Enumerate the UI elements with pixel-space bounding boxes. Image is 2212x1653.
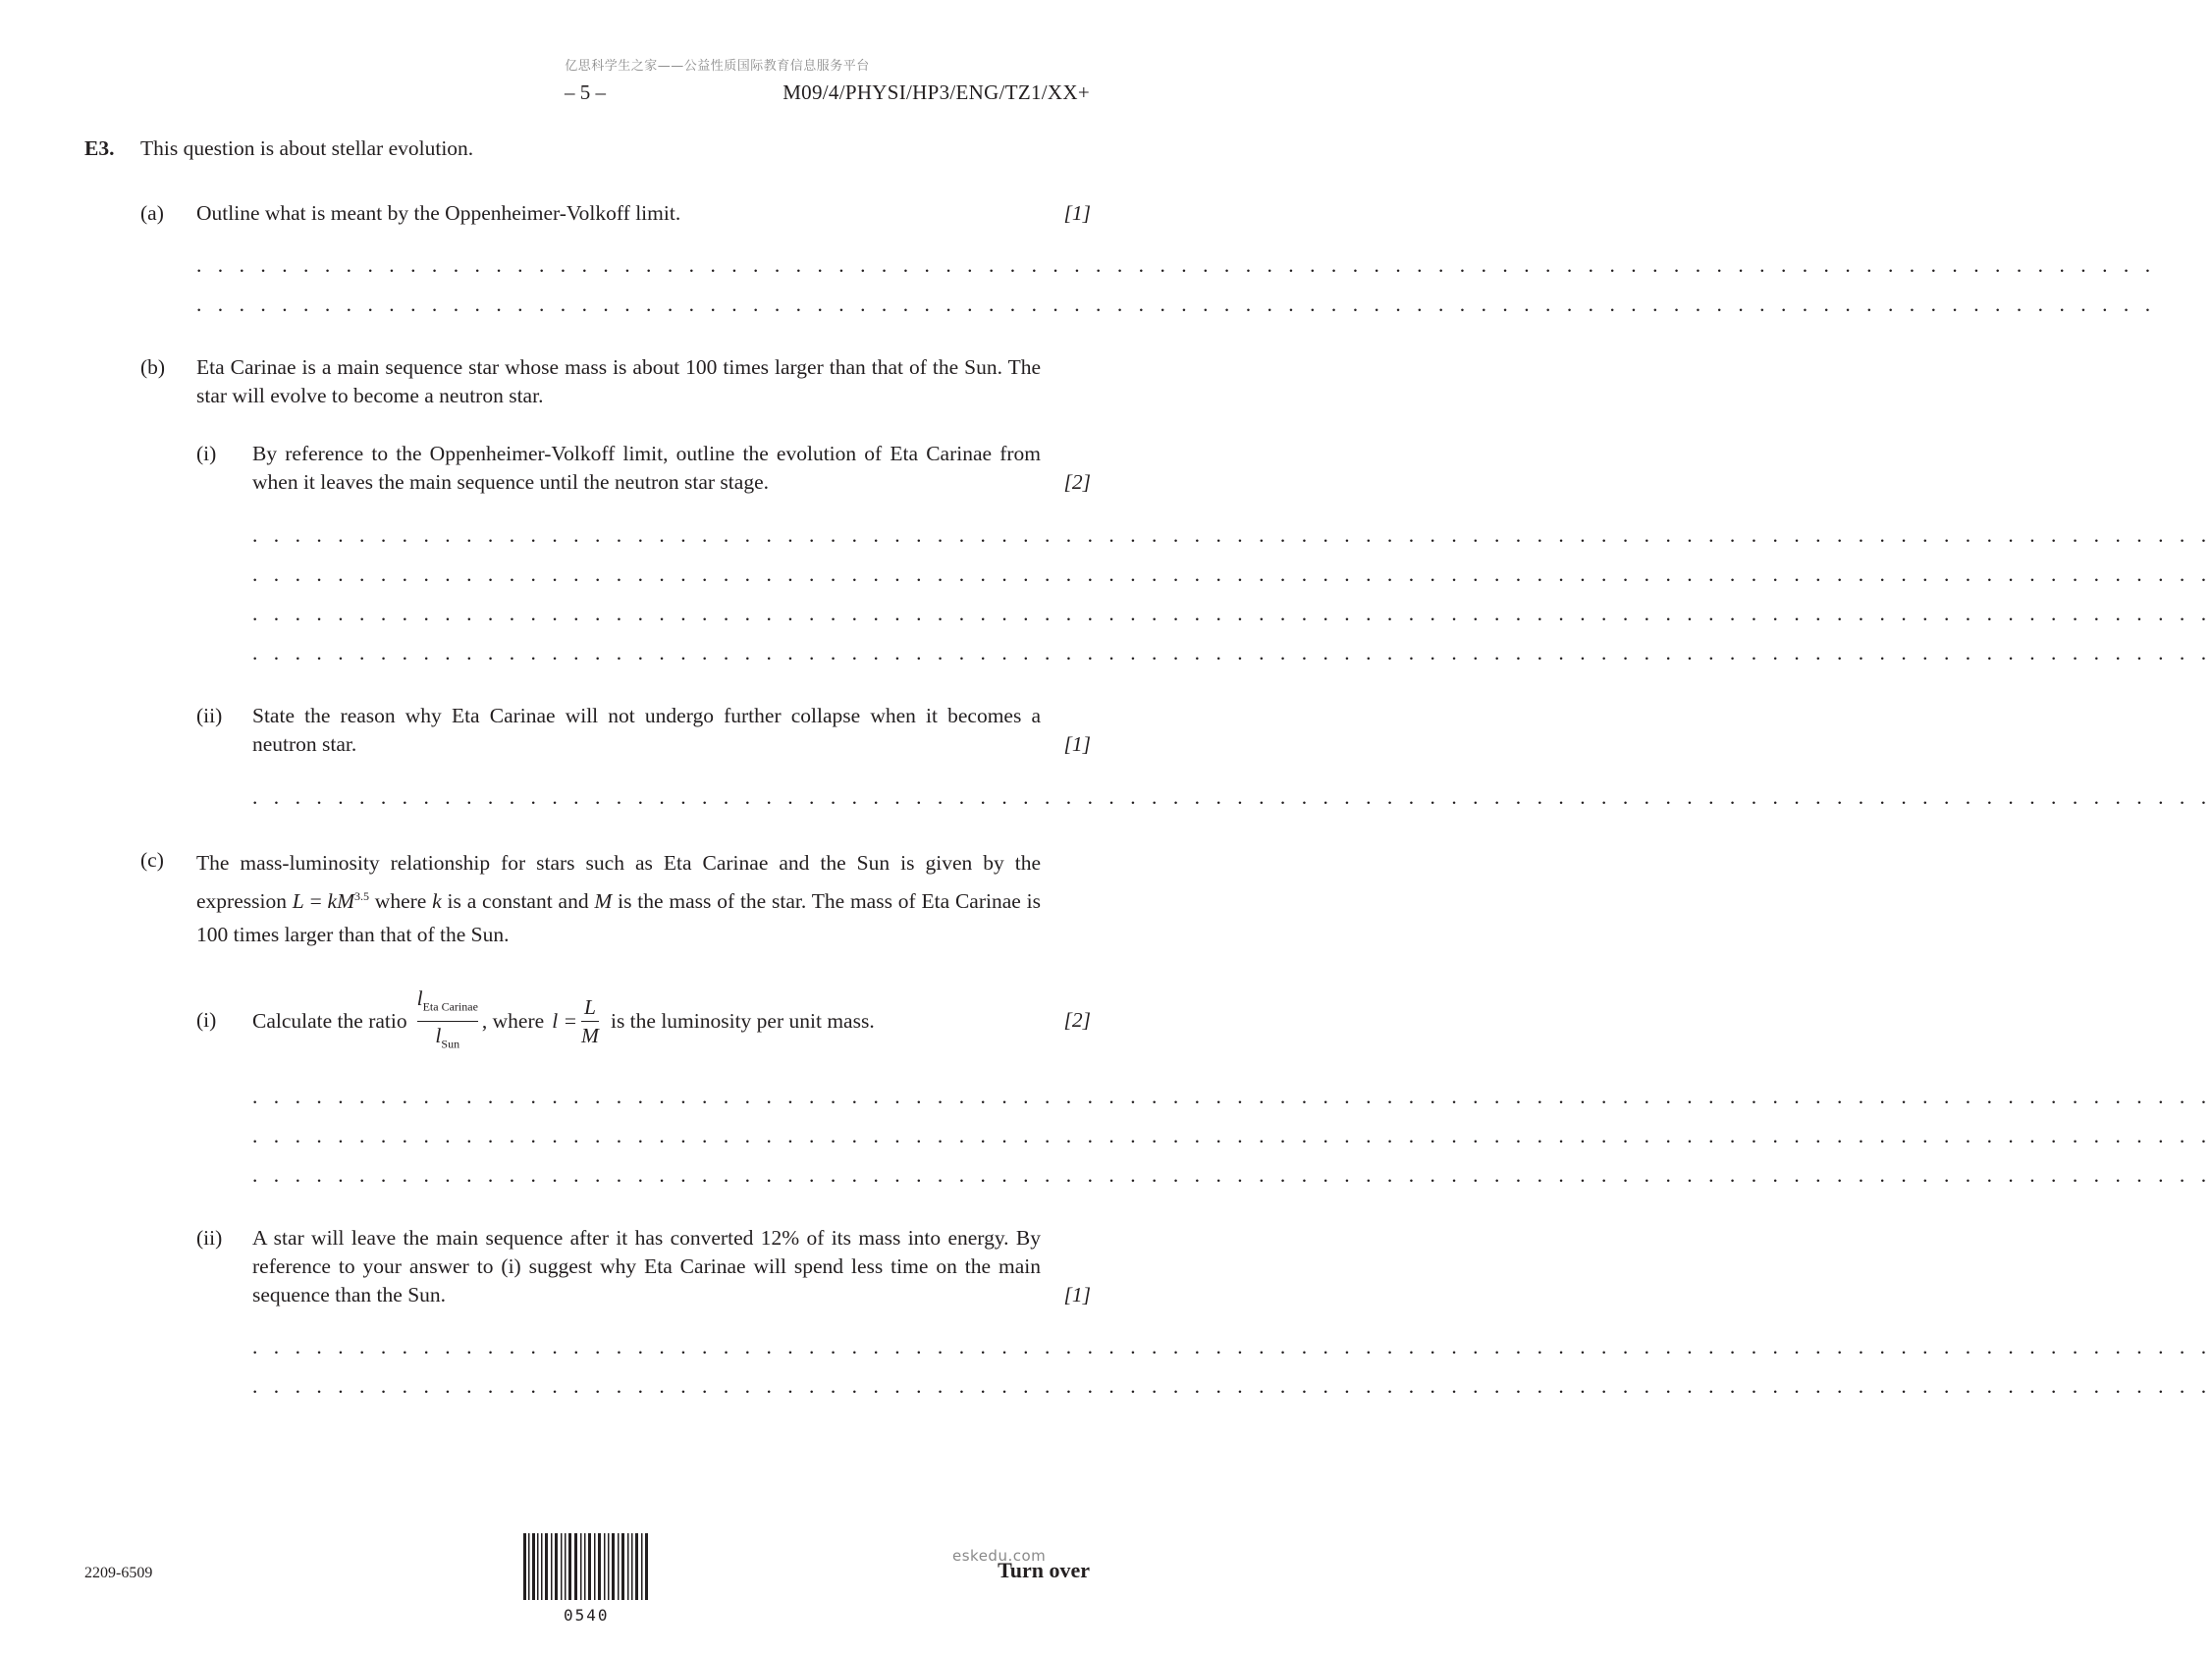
part-c-text: The mass-luminosity relationship for stars such as Eta Carinae and the Sun is given by the expression $L = kM^{3.5}$ where k is a constant and M is the mass of the star. The mass of Eta Carinae is 100 times larger than that of the Sun. xyxy=(196,851,1041,947)
answer-line[interactable]: . . . . . . . . . . . . . . . . . . . . . . . . . . . . . . . . . . . . . . . . . . . . . . . . . . . . . . . . . . . . . . . . . . . . . . . . . . . . . . . . . . . . . . . . . . . . xyxy=(252,562,2212,586)
part-a-label: (a) xyxy=(140,201,164,225)
part-a-text: Outline what is meant by the Oppenheimer-Volkoff limit. xyxy=(196,201,681,225)
answer-line[interactable]: . . . . . . . . . . . . . . . . . . . . . . . . . . . . . . . . . . . . . . . . . . . . . . . . . . . . . . . . . . . . . . . . . . . . . . . . . . . . . . . . . . . . . . . . . . . . xyxy=(252,1374,2212,1398)
turn-over: Turn over xyxy=(998,1558,1090,1582)
barcode-number: 0540 xyxy=(564,1606,610,1625)
answer-line[interactable]: . . . . . . . . . . . . . . . . . . . . . . . . . . . . . . . . . . . . . . . . . . . . . . . . . . . . . . . . . . . . . . . . . . . . . . . . . . . . . . . . . . . . . . . . . . . . xyxy=(252,523,2212,547)
paper-code: M09/4/PHYSI/HP3/ENG/TZ1/XX+ xyxy=(782,80,1090,104)
header-watermark: 亿思科学生之家——公益性质国际教育信息服务平台 xyxy=(565,59,870,74)
question-number: E3. xyxy=(84,136,115,160)
paper-id: 2209-6509 xyxy=(84,1565,153,1581)
part-c-i-text: Calculate the ratio $\frac{l_{Eta Carinae}}{l_{Sun}}$ , where l = $\frac{L}{M}$ is the luminosity per unit mass. xyxy=(252,982,875,1060)
answer-line[interactable]: . . . . . . . . . . . . . . . . . . . . . . . . . . . . . . . . . . . . . . . . . . . . . . . . . . . . . . . . . . . . . . . . . . . . . . . . . . . . . . . . . . . . . . . . . . . . xyxy=(196,293,2156,316)
part-c-ii-text: A star will leave the main sequence after it has converted 12% of its mass into energy. By reference to your answer to (i) suggest why Eta Carinae will spend less time on the main sequence than the Sun. xyxy=(252,1226,1041,1306)
part-c-label: (c) xyxy=(140,848,164,872)
part-c-ii-marks: [1] xyxy=(1063,1283,1091,1306)
answer-line[interactable]: . . . . . . . . . . . . . . . . . . . . . . . . . . . . . . . . . . . . . . . . . . . . . . . . . . . . . . . . . . . . . . . . . . . . . . . . . . . . . . . . . . . . . . . . . . . . xyxy=(252,1085,2212,1108)
page-number: – 5 – xyxy=(565,80,606,104)
part-c-ii-label: (ii) xyxy=(196,1226,223,1250)
part-c-i-label: (i) xyxy=(196,1008,217,1032)
ratio-fraction: $\frac{l_{Eta Carinae}}{l_{Sun}}$ xyxy=(416,986,478,1050)
part-b-i-label: (i) xyxy=(196,442,217,465)
part-b-ii-marks: [1] xyxy=(1063,732,1091,756)
barcode-icon xyxy=(523,1533,651,1600)
answer-line[interactable]: . . . . . . . . . . . . . . . . . . . . . . . . . . . . . . . . . . . . . . . . . . . . . . . . . . . . . . . . . . . . . . . . . . . . . . . . . . . . . . . . . . . . . . . . . . . . xyxy=(252,1335,2212,1359)
answer-line[interactable]: . . . . . . . . . . . . . . . . . . . . . . . . . . . . . . . . . . . . . . . . . . . . . . . . . . . . . . . . . . . . . . . . . . . . . . . . . . . . . . . . . . . . . . . . . . . . xyxy=(196,253,2156,277)
answer-line[interactable]: . . . . . . . . . . . . . . . . . . . . . . . . . . . . . . . . . . . . . . . . . . . . . . . . . . . . . . . . . . . . . . . . . . . . . . . . . . . . . . . . . . . . . . . . . . . . xyxy=(252,641,2212,665)
answer-line[interactable]: . . . . . . . . . . . . . . . . . . . . . . . . . . . . . . . . . . . . . . . . . . . . . . . . . . . . . . . . . . . . . . . . . . . . . . . . . . . . . . . . . . . . . . . . . . . . xyxy=(252,602,2212,625)
answer-line[interactable]: . . . . . . . . . . . . . . . . . . . . . . . . . . . . . . . . . . . . . . . . . . . . . . . . . . . . . . . . . . . . . . . . . . . . . . . . . . . . . . . . . . . . . . . . . . . . xyxy=(252,1124,2212,1147)
part-b-label: (b) xyxy=(140,355,166,379)
part-b-ii-label: (ii) xyxy=(196,704,223,727)
part-a-marks: [1] xyxy=(1063,201,1091,225)
part-b-i-marks: [2] xyxy=(1063,470,1091,494)
answer-line[interactable]: . . . . . . . . . . . . . . . . . . . . . . . . . . . . . . . . . . . . . . . . . . . . . . . . . . . . . . . . . . . . . . . . . . . . . . . . . . . . . . . . . . . . . . . . . . . . xyxy=(252,1163,2212,1187)
part-b-i-text: By reference to the Oppenheimer-Volkoff limit, outline the evolution of Eta Carinae from when it leaves the main sequence until the neutron star stage. xyxy=(252,442,1041,494)
part-b-ii-text: State the reason why Eta Carinae will not undergo further collapse when it becomes a neutron star. xyxy=(252,704,1041,756)
formula-L: L xyxy=(292,889,304,914)
luminosity-per-mass-fraction: $\frac{L}{M}$ xyxy=(581,994,599,1047)
part-c-i-marks: [2] xyxy=(1063,1008,1091,1032)
question-intro: This question is about stellar evolution. xyxy=(140,136,474,160)
answer-line[interactable]: . . . . . . . . . . . . . . . . . . . . . . . . . . . . . . . . . . . . . . . . . . . . . . . . . . . . . . . . . . . . . . . . . . . . . . . . . . . . . . . . . . . . . . . . . . . . xyxy=(252,785,2212,809)
part-b-text: Eta Carinae is a main sequence star whose mass is about 100 times larger than that of the Sun. The star will evolve to become a neutron star. xyxy=(196,355,1041,407)
footer-watermark: eskedu.com xyxy=(952,1547,1047,1565)
